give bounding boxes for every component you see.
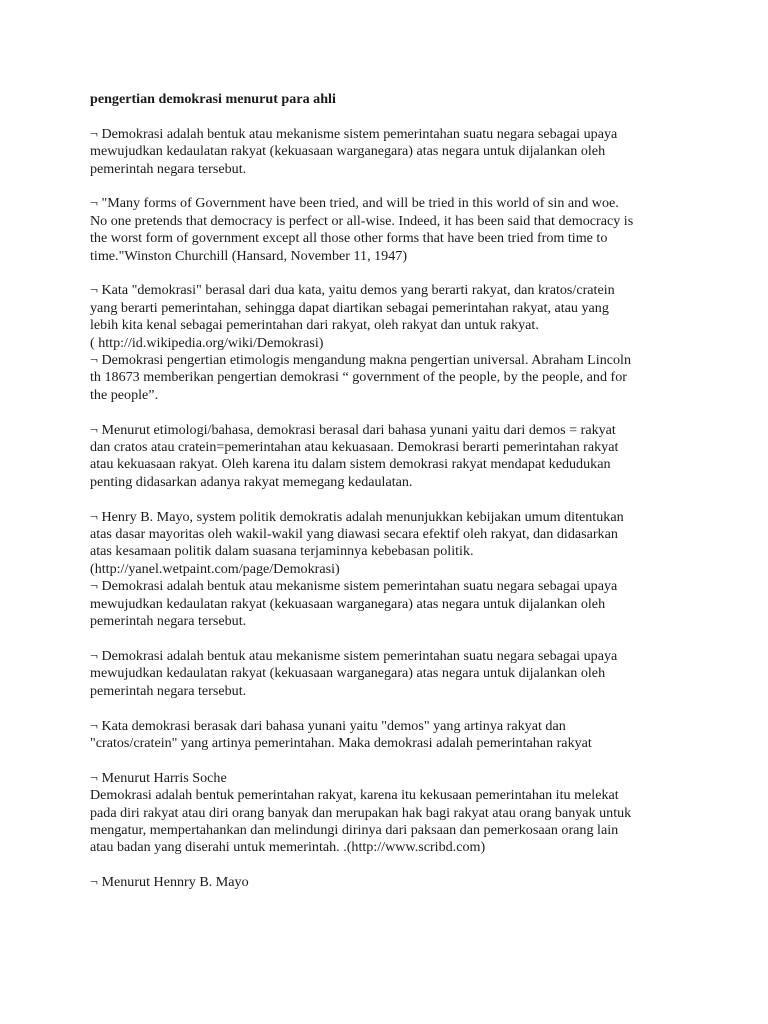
text-line: pada diri rakyat atau diri orang banyak dan merupakan hak bagi rakyat atau orang banyak untuk [90,804,632,821]
text-line: mengatur, mempertahankan dan melindungi dirinya dari paksaan dan pemerkosaan orang lain [90,821,619,838]
paragraph [90,874,680,891]
text-block [90,770,680,857]
text-line: ¬ "Many forms of Government have been tried, and will be tried in this world of sin and woe. [90,195,619,212]
text-line: time."Winston Churchill (Hansard, November 11, 1947) [90,247,408,264]
text-block [90,874,680,891]
paragraph [90,770,680,857]
text-line: ¬ Menurut Harris Soche [90,769,227,786]
text-line: th 18673 memberikan pengertian demokrasi “ government of the people, by the people, and for [90,369,627,386]
paragraph [90,126,680,178]
text-line: atau kekuasaan rakyat. Oleh karena itu dalam sistem demokrasi rakyat mendapat kedudukan [90,456,611,473]
text-line: atas kesamaan politik dalam suasana terjaminnya kebebasan politik. [90,543,474,560]
text-block [90,195,680,265]
paragraph [90,422,680,492]
text-line: pemerintah negara tersebut. [90,613,247,630]
text-line: mewujudkan kedaulatan rakyat (kekuasaan warganegara) atas negara untuk dijalankan oleh [90,665,606,682]
text-block [90,422,680,492]
text-block [90,509,680,631]
paragraph [90,578,680,630]
text-line: pemerintah negara tersebut. [90,682,247,699]
text-line: the people”. [90,386,159,403]
text-block [90,648,680,700]
text-line: mewujudkan kedaulatan rakyat (kekuasaan warganegara) atas negara untuk dijalankan oleh [90,595,606,612]
document-page [90,91,680,909]
paragraph [90,352,680,404]
text-line: penting didasarkan adanya rakyat memegang kedaulatan. [90,473,413,490]
text-line: ¬ Menurut Hennry B. Mayo [90,874,249,891]
text-line: ¬ Henry B. Mayo, system politik demokratis adalah menunjukkan kebijakan umum ditentukan [90,508,624,525]
text-line: Demokrasi adalah bentuk pemerintahan rakyat, karena itu kekusaan pemerintahan itu melekat [90,787,619,804]
text-line: (http://yanel.wetpaint.com/page/Demokrasi) [90,560,340,577]
document-body [90,126,680,892]
text-line: ¬ Kata demokrasi berasak dari bahasa yunani yaitu "demos" yang artinya rakyat dan [90,717,566,734]
text-line: dan cratos atau cratein=pemerintahan atau kekuasaan. Demokrasi berarti pemerintahan rakyat [90,439,619,456]
paragraph [90,509,680,579]
paragraph [90,718,680,753]
text-line: mewujudkan kedaulatan rakyat (kekuasaan warganegara) atas negara untuk dijalankan oleh [90,143,606,160]
text-line: lebih kita kenal sebagai pemerintahan dari rakyat, oleh rakyat dan untuk rakyat. [90,317,539,334]
paragraph [90,648,680,700]
paragraph [90,195,680,265]
text-line: No one pretends that democracy is perfect or all-wise. Indeed, it has been said that democracy is [90,212,634,229]
text-line: ¬ Kata "demokrasi" berasal dari dua kata, yaitu demos yang berarti rakyat, dan kratos/cratein [90,282,615,299]
text-block [90,126,680,178]
page-title: pengertian demokrasi menurut para ahli [90,91,336,107]
text-line: atau badan yang diserahi untuk memerintah. .(http://www.scribd.com) [90,839,486,856]
text-block [90,282,680,404]
text-line: ( http://id.wikipedia.org/wiki/Demokrasi) [90,334,324,351]
text-line: ¬ Demokrasi adalah bentuk atau mekanisme sistem pemerintahan suatu negara sebagai upaya [90,125,618,142]
text-line: atas dasar mayoritas oleh wakil-wakil yang diawasi secara efektif oleh rakyat, dan didasarkan [90,526,618,543]
text-line: pemerintah negara tersebut. [90,160,247,177]
text-line: yang berarti pemerintahan, sehingga dapat diartikan sebagai pemerintahan rakyat, atau yang [90,299,609,316]
text-block [90,718,680,753]
text-line: "cratos/cratein" yang artinya pemerintahan. Maka demokrasi adalah pemerintahan rakyat [90,734,592,751]
text-line: ¬ Demokrasi adalah bentuk atau mekanisme sistem pemerintahan suatu negara sebagai upaya [90,578,618,595]
text-line: the worst form of government except all those other forms that have been tried from time to [90,230,608,247]
paragraph [90,282,680,352]
text-line: ¬ Demokrasi pengertian etimologis mengandung makna pengertian universal. Abraham Lincoln [90,352,632,369]
text-line: ¬ Menurut etimologi/bahasa, demokrasi berasal dari bahasa yunani yaitu dari demos = rakyat [90,421,616,438]
text-line: ¬ Demokrasi adalah bentuk atau mekanisme sistem pemerintahan suatu negara sebagai upaya [90,647,618,664]
